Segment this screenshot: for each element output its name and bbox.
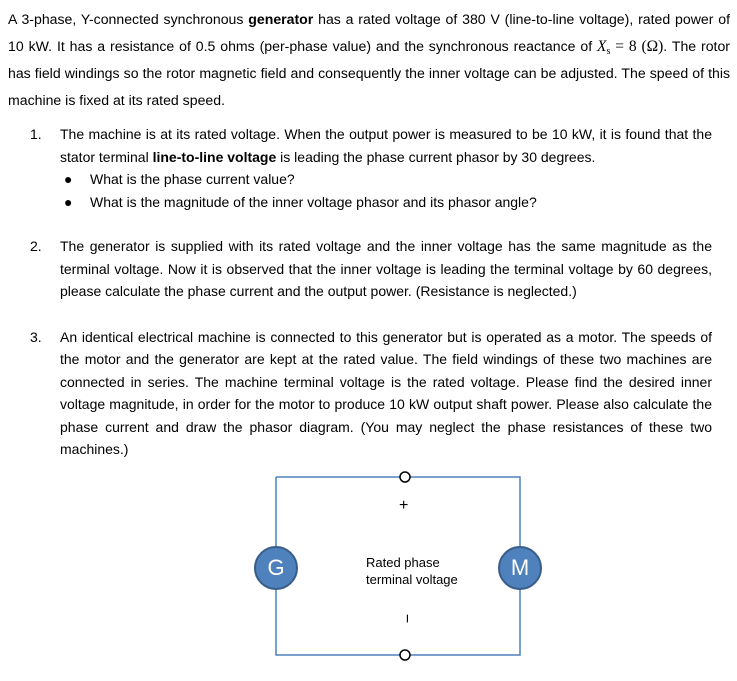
minus-sign: − [398, 613, 416, 624]
question-1-text-a: The machine is at its rated voltage. When the output power is measured to be 10 kW, it is found that the stator terminal [60, 126, 712, 165]
bullet-icon: ● [64, 193, 73, 210]
question-1-bullet-1: What is the phase current value? [90, 171, 295, 187]
intro-text-3: . The rotor has field windings so the rotor magnetic field and consequently the inner voltage can be adjusted. The speed of this machine is fixed at its rated speed. [8, 37, 730, 108]
question-1-number: 1. [30, 126, 42, 142]
reactance-subscript: s [606, 45, 611, 57]
reactance-value: = 8 (Ω) [610, 37, 664, 55]
question-3-number: 3. [30, 329, 42, 345]
question-2-text: The generator is supplied with its rated voltage and the inner voltage has the same magnitude as the terminal voltage. Now it is observed that the inner voltage is leading the terminal voltage by 60 degrees, please calculate the phase current and the output power. (Resistance is neglected.) [60, 238, 712, 299]
question-1-bullet-2: What is the magnitude of the inner voltage phasor and its phasor angle? [90, 193, 537, 210]
question-1-text-b: is leading the phase current phasor by 30 degrees. [276, 148, 596, 165]
intro-bold-generator: generator [248, 11, 314, 27]
motor-icon: M [498, 546, 542, 590]
terminal-voltage-line-2: terminal voltage [366, 572, 458, 587]
reactance-symbol: X [597, 37, 607, 55]
bullet-icon: ● [64, 171, 73, 187]
generator-icon: G [254, 546, 298, 590]
top-terminal-node [400, 472, 410, 482]
question-1-bold: line-to-line voltage [152, 148, 277, 165]
intro-text-1: A 3-phase, Y-connected synchronous [8, 11, 249, 27]
intro-text-2: has a rated voltage of 380 V (line-to-line voltage), rated power of 10 kW. It has a resistance of 0.5 ohms (per-phase value) and the synchronous reactance of [8, 11, 730, 54]
bottom-terminal-node [400, 650, 410, 660]
terminal-voltage-label [366, 554, 458, 588]
terminal-voltage-line-1: Rated phase [366, 555, 440, 570]
question-2-number: 2. [30, 238, 42, 254]
plus-sign: + [399, 497, 409, 514]
question-3-text: An identical electrical machine is connected to this generator but is operated as a motor. The speeds of the motor and the generator are kept at the rated value. The field windings of these two machines are connected in series. The machine terminal voltage is the rated voltage. Please find the desired inner voltage magnitude, in order for the motor to produce 10 kW output shaft power. Please also calculate the phase current and draw the phasor diagram. (You may neglect the phase resistances of these two machines.) [60, 329, 712, 458]
